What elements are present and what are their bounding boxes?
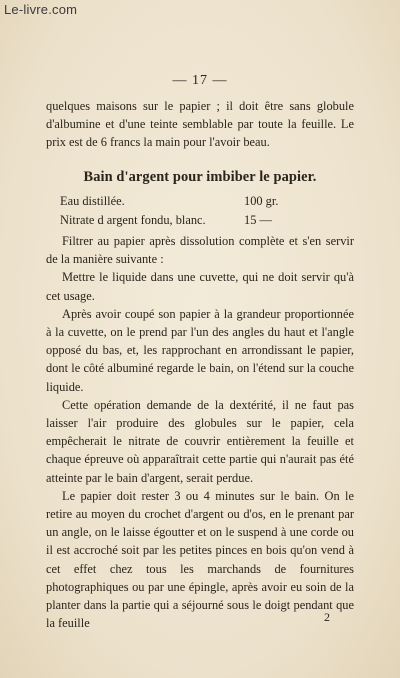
ingredient: Nitrate d argent fondu, blanc. xyxy=(60,213,206,227)
signature-mark: 2 xyxy=(324,610,330,624)
paragraph: Après avoir coupé son papier à la grandeur proportionnée à la cuvette, on le prend par l'un des angles du haut et l'angle opposé du bas, et, les rapprochant en arrondissant le papier, dont le côté albuminé regarde le bain, on l'étend sur la couche liquide. xyxy=(46,306,354,394)
recipe-row xyxy=(60,194,300,213)
paragraph: Mettre le liquide dans une cuvette, qui ne doit servir qu'à cet usage. xyxy=(46,270,354,303)
watermark: Le-livre.com xyxy=(4,2,78,17)
recipe-row xyxy=(60,213,300,232)
paragraph: Filtrer au papier après dissolution complète et s'en servir de la manière suivante : xyxy=(46,234,354,267)
paragraph: Cette opération demande de la dextérité, il ne faut pas laisser l'air produire des globules sur le papier, cela empêcherait le nitrate de couvrir entièrement la feuille et chaque épreuve où apparaîtrait cette partie qui n'aurait pas été atteinte par le bain d'argent, serait perdue. xyxy=(46,397,354,485)
paragraph-text: quelques maisons sur le papier ; il doit être sans globule d'albumine et d'une teinte semblable par toute la feuille. Le prix est de 6 francs la main pour l'avoir beau. xyxy=(46,99,354,150)
body-text xyxy=(46,232,354,632)
page-number: — 17 — xyxy=(172,73,228,88)
quantity: 100 gr. xyxy=(244,194,279,208)
quantity: 15 — xyxy=(244,213,272,227)
paragraph: Le papier doit rester 3 ou 4 minutes sur le bain. On le retire au moyen du crochet d'argent ou d'os, en le prenant par un angle, on le laisse égoutter et on le suspend à une corde ou il est accroché soit par les petites pinces en bois qu'on vend à cet effet chez tous les marchands de fournitures photographiques ou par une épingle, après avoir eu soin de la planter dans la partie qui a séjourné sous le doigt pendant que la feuille xyxy=(46,488,354,631)
ingredient: Eau distillée. xyxy=(60,194,125,208)
intro-paragraph xyxy=(46,97,354,152)
recipe-table xyxy=(60,194,300,232)
section-heading: Bain d'argent pour imbiber le papier. xyxy=(83,169,317,185)
